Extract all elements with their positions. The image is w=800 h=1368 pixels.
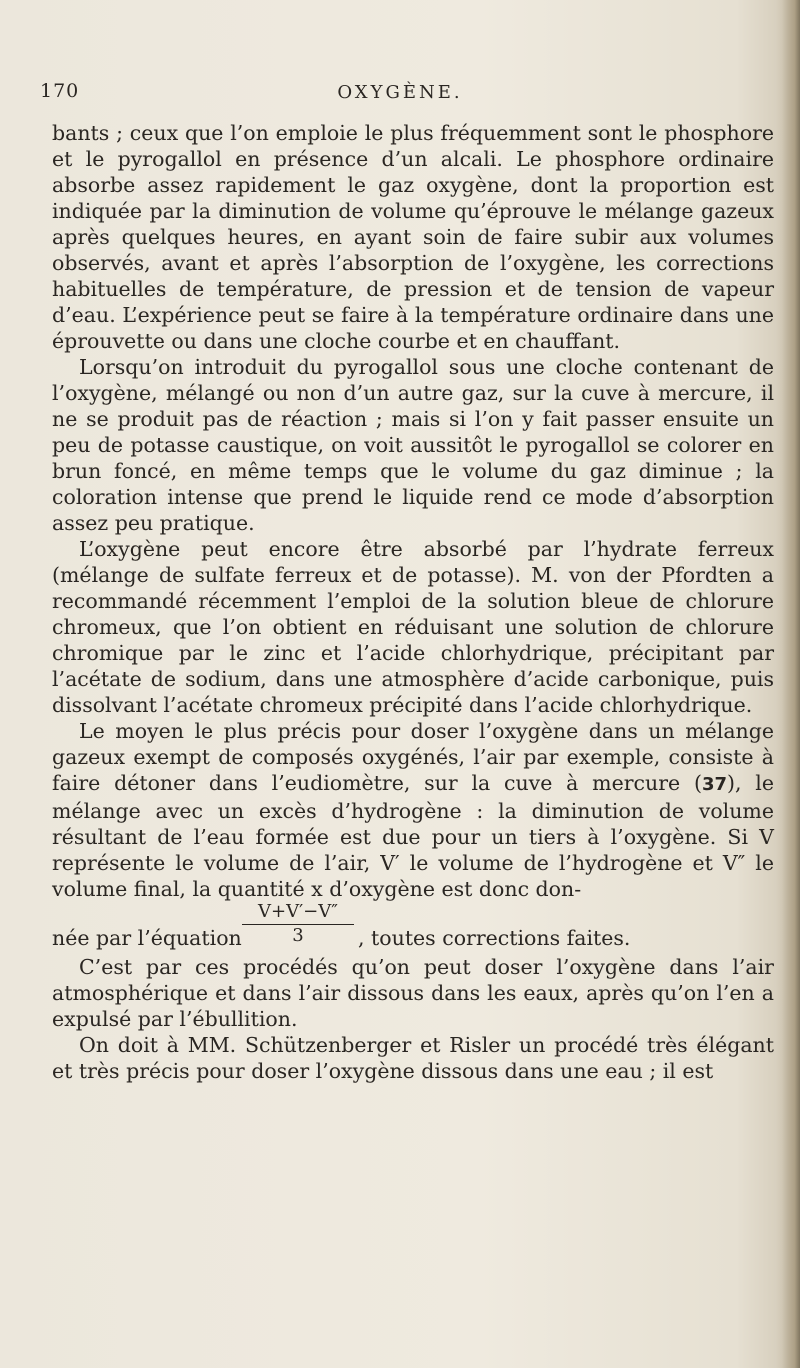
paragraph-3: L’oxygène peut encore être absorbé par l’hydrate ferreux (mélange de sulfate ferreux et de potasse). M. von der Pfordten a recommandé récemment l’emploi de la solution bleue de chlorure chromeux, que l’on obtient en réduisant une solution de chlorure chromique par le zinc et l’acide chlorhydrique, précipitant par l’acétate de sodium, dans une atmosphère d’acide carbonique, puis dissolvant l’acétate chromeux précipité dans l’acide chlorhydrique.: [52, 537, 774, 717]
page-edge-shadow: [782, 0, 800, 1368]
page-header: [40, 80, 780, 110]
paragraph-4-text-b: ), le mélange avec un excès d’hydrogène : la diminution de volume résultant de l’eau formée est due pour un tiers à l’oxygène. Si V représente le volume de l’air, V′ le volume de l’hydrogène et V″ le volume final, la quantité x d’oxygène est donc don-: [52, 771, 774, 901]
paragraph-7: On doit à MM. Schützenberger et Risler un procédé très élégant et très précis pour doser l’oxygène dissous dans une eau ; il est: [52, 1033, 774, 1083]
fraction-denominator: 3: [292, 925, 304, 946]
paragraph-4: [52, 718, 774, 902]
body-text: [52, 120, 774, 1084]
running-head: OXYGÈNE.: [337, 82, 463, 103]
paragraph-4-text-a: Le moyen le plus précis pour doser l’oxygène dans un mélange gazeux exempt de composés oxygénés, l’air par exemple, consiste à faire détoner dans l’eudiomètre, sur la cuve à mercure (: [52, 719, 774, 795]
equation-suffix: , toutes corrections faites.: [358, 926, 631, 950]
equation-fraction: [242, 902, 354, 946]
page-number: 170: [40, 80, 80, 102]
fraction-numerator: V+V′−V″: [258, 901, 338, 922]
paragraph-6: C’est par ces procédés qu’on peut doser l’oxygène dans l’air atmosphérique et dans l’air dissous dans les eaux, après qu’on l’en a expulsé par l’ébullition.: [52, 955, 774, 1031]
equation-line: [52, 902, 774, 954]
paragraph-2: Lorsqu’on introduit du pyrogallol sous une cloche contenant de l’oxygène, mélangé ou non d’un autre gaz, sur la cuve à mercure, il ne se produit pas de réaction ; mais si l’on y fait passer ensuite un peu de potasse caustique, on voit aussitôt le pyrogallol se colorer en brun foncé, en même temps que le volume du gaz diminue ; la coloration intense que prend le liquide rend ce mode d’absorption assez peu pratique.: [52, 355, 774, 535]
paragraph-1: bants ; ceux que l’on emploie le plus fréquemment sont le phosphore et le pyrogallol en présence d’un alcali. Le phosphore ordinaire absorbe assez rapidement le gaz oxygène, dont la proportion est indiquée par la diminution de volume qu’éprouve le mélange gazeux après quelques heures, en ayant soin de faire subir aux volumes observés, avant et après l’absorption de l’oxygène, les corrections habituelles de température, de pression et de tension de vapeur d’eau. L’expérience peut se faire à la température ordinaire dans une éprouvette ou dans une cloche courbe et en chauffant.: [52, 121, 774, 353]
equation-prefix: née par l’équation: [52, 926, 242, 950]
section-reference: 37: [701, 774, 728, 795]
